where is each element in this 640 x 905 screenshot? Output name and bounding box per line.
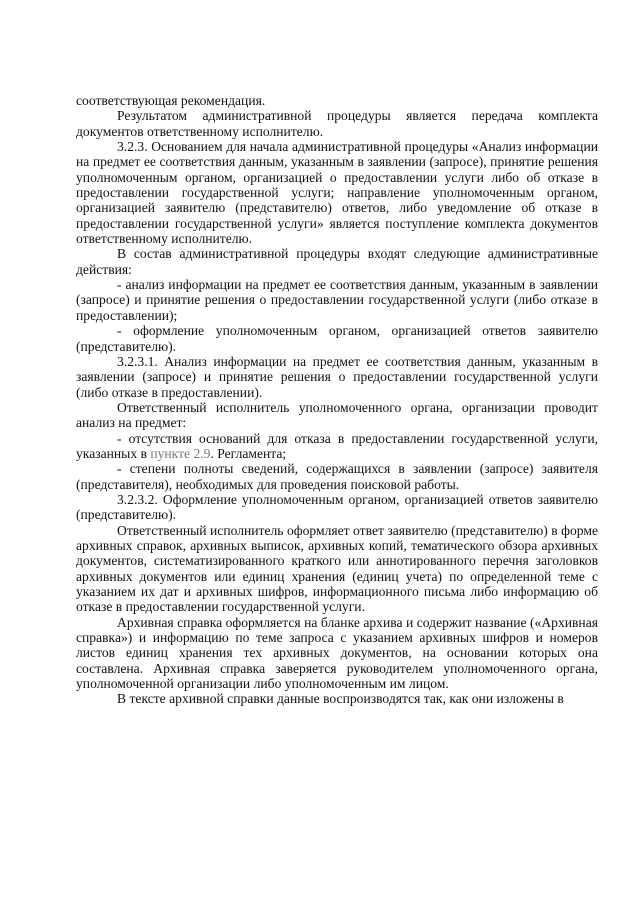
paragraph: 3.2.3.1. Анализ информации на предмет ее соответствия данным, указанным в заявлении (запросе) и принятие решения о предоставлении государственной услуги (либо отказе в предоставлении). [76,353,598,400]
paragraph: Ответственный исполнитель оформляет ответ заявителю (представителю) в форме архивных справок, архивных выписок, архивных копий, тематического обзора архивных документов, систематизированного краткого или аннотированного перечня заголовков архивных документов или единиц хранения (единиц учета) по определенной теме с указанием их дат и архивных шифров, информационного письма либо информацию об отказе в предоставлении государственной услуги. [76,522,598,615]
paragraph: Ответственный исполнитель уполномоченного органа, организации проводит анализ на предмет: [76,399,598,431]
paragraph: - оформление уполномоченным органом, организацией ответов заявителю (представителю). [76,323,598,354]
paragraph: В тексте архивной справки данные воспроизводятся так, как они изложены в [117,691,564,707]
paragraph: - анализ информации на предмет ее соответствия данным, указанным в заявлении (запросе) и принятие решения о предоставлении государственной услуги (либо отказе в предоставлении); [76,277,598,323]
paragraph: Результатом административной процедуры является передача комплекта документов ответственному исполнителю. [76,108,598,139]
paragraph: 3.2.3. Основанием для начала административной процедуры «Анализ информации на предмет ее соответствия данным, указанным в заявлении (запросе), принятие решения уполномоченным органом, организацией о предоставлении услуги либо об отказе в предоставлении государственной услуги; направление уполномоченным органом, организацией заявителю (представителю) ответов, либо уведомление об отказе в предоставлении государственной услуги» является поступление комплекта документов ответственному исполнителю. [76,139,598,247]
regulation-clause-link[interactable]: пункте 2.9 [150,445,211,461]
paragraph: соответствующая рекомендация. [76,93,266,108]
paragraph: Архивная справка оформляется на бланке архива и содержит название («Архивная справка») и информацию по теме запроса с указанием архивных шифров и номеров листов единиц хранения тех архивных документов, на основании которых она составлена. Архивная справка заверяется руководителем уполномоченного органа, уполномоченной организации либо уполномоченным им лицом. [76,614,598,692]
paragraph-text: - отсутствия оснований для отказа в предоставлении государственной услуги, указанных в [76,430,598,461]
document-body [76,93,598,707]
paragraph-text: . Регламента; [210,445,287,461]
paragraph: 3.2.3.2. Оформление уполномоченным органом, организацией ответов заявителю (представителю). [76,491,598,523]
paragraph-with-link [76,431,598,462]
paragraph: - степени полноты сведений, содержащихся в заявлении (запросе) заявителя (представителя), необходимых для проведения поисковой работы. [76,461,598,492]
paragraph: В состав административной процедуры входят следующие административные действия: [76,246,598,277]
